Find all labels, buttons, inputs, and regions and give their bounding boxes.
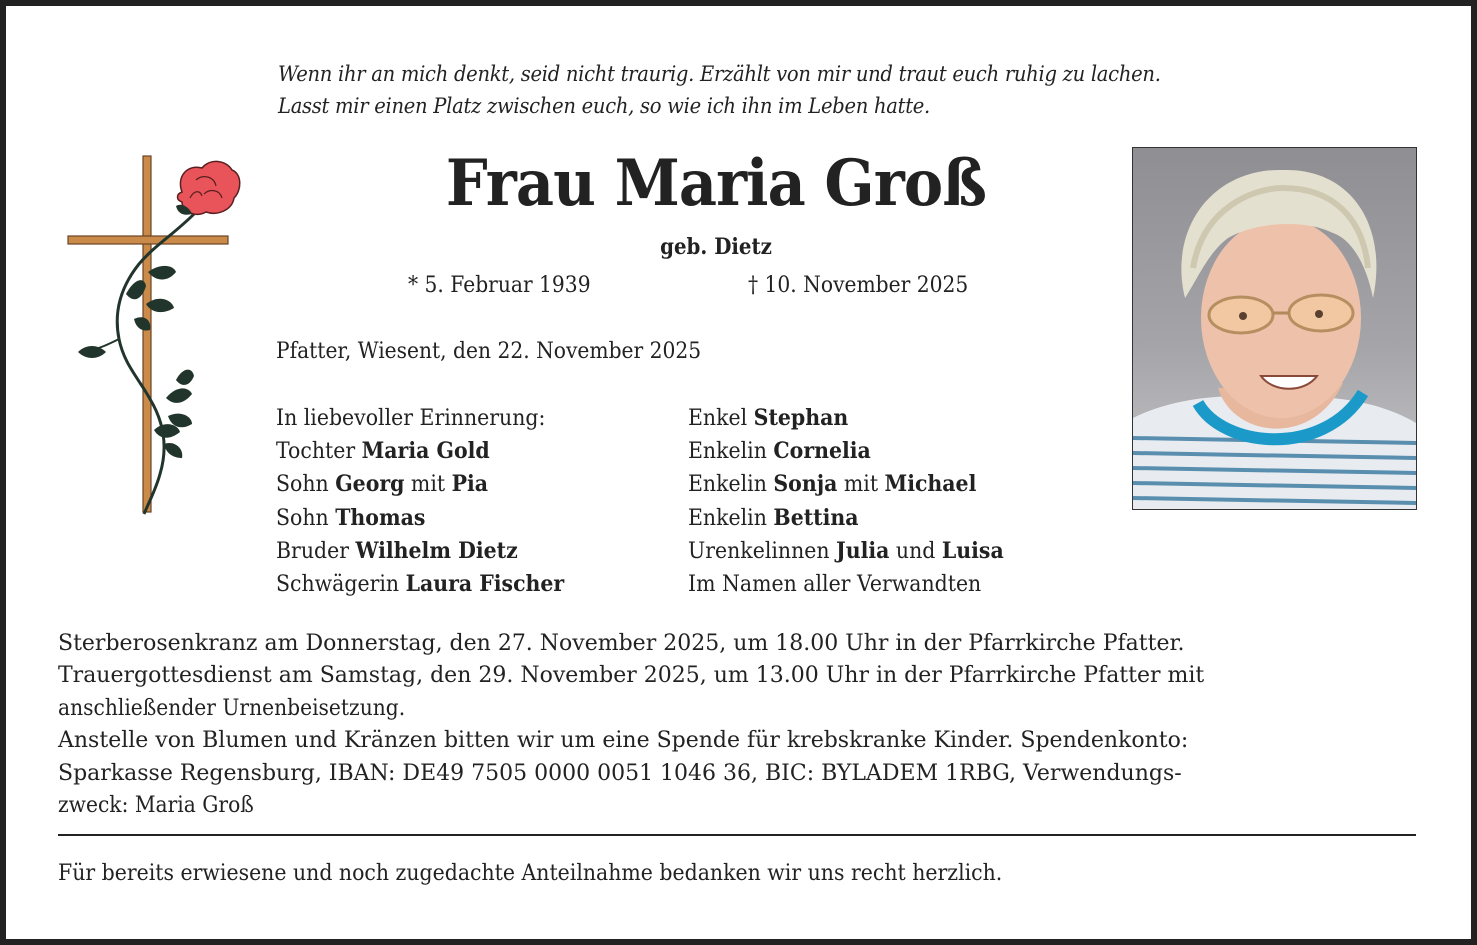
portrait-photo	[1132, 147, 1417, 510]
notice-line: zweck: Maria Groß	[58, 793, 254, 819]
family-entry: Schwägerin Laura Fischer	[276, 571, 565, 598]
notice-line: Sterberosenkranz am Donnerstag, den 27. November 2025, um 18.00 Uhr in der Pfarrkirche Pfatter.	[58, 631, 1185, 656]
family-entry: Im Namen aller Verwandten	[688, 572, 982, 598]
family-list-right	[688, 402, 1027, 601]
service-notice	[58, 628, 1416, 822]
family-entry: In liebevoller Erinnerung:	[276, 406, 546, 431]
family-entry: Bruder Wilhelm Dietz	[276, 537, 518, 564]
family-entry: Enkel Stephan	[688, 405, 849, 431]
family-entry: Enkelin Sonja mit Michael	[688, 471, 977, 498]
motto-line-2: Lasst mir einen Platz zwischen euch, so wie ich ihn im Leben hatte.	[278, 94, 930, 118]
motto-quote	[278, 58, 1348, 122]
deceased-name: Frau Maria Groß	[445, 146, 987, 221]
notice-line: anschließender Urnenbeisetzung.	[58, 695, 406, 721]
family-entry: Sohn Georg mit Pia	[276, 471, 489, 498]
notice-line: Sparkasse Regensburg, IBAN: DE49 7505 0000 0051 1046 36, BIC: BYLADEM 1RBG, Verwendungs-	[58, 760, 1182, 786]
family-entry: Urenkelinnen Julia und Luisa	[688, 537, 1004, 564]
notice-line: Anstelle von Blumen und Kränzen bitten wir um eine Spende für krebskranke Kinder. Spendenkonto:	[58, 728, 1189, 754]
family-list-left	[276, 402, 586, 601]
obituary-notice	[6, 6, 1471, 939]
cross-with-rose-icon	[64, 154, 244, 524]
place-and-date: Pfatter, Wiesent, den 22. November 2025	[276, 339, 702, 364]
divider	[58, 834, 1416, 836]
thanks-note: Für bereits erwiesene und noch zugedachte Anteilnahme bedanken wir uns recht herzlich.	[58, 861, 1003, 886]
birth-date: * 5. Februar 1939	[408, 273, 591, 298]
death-date: † 10. November 2025	[748, 273, 969, 298]
notice-line: Trauergottesdienst am Samstag, den 29. November 2025, um 13.00 Uhr in der Pfarrkirche Pfatter mit	[58, 663, 1205, 689]
portrait-illustration	[1133, 148, 1416, 509]
family-entry: Enkelin Cornelia	[688, 438, 871, 465]
motto-line-1: Wenn ihr an mich denkt, seid nicht traurig. Erzählt von mir und traut euch ruhig zu lachen.	[278, 62, 1161, 86]
maiden-name: geb. Dietz	[660, 234, 772, 260]
family-entry: Enkelin Bettina	[688, 504, 859, 531]
family-entry: Sohn Thomas	[276, 504, 426, 531]
family-entry: Tochter Maria Gold	[276, 438, 490, 465]
